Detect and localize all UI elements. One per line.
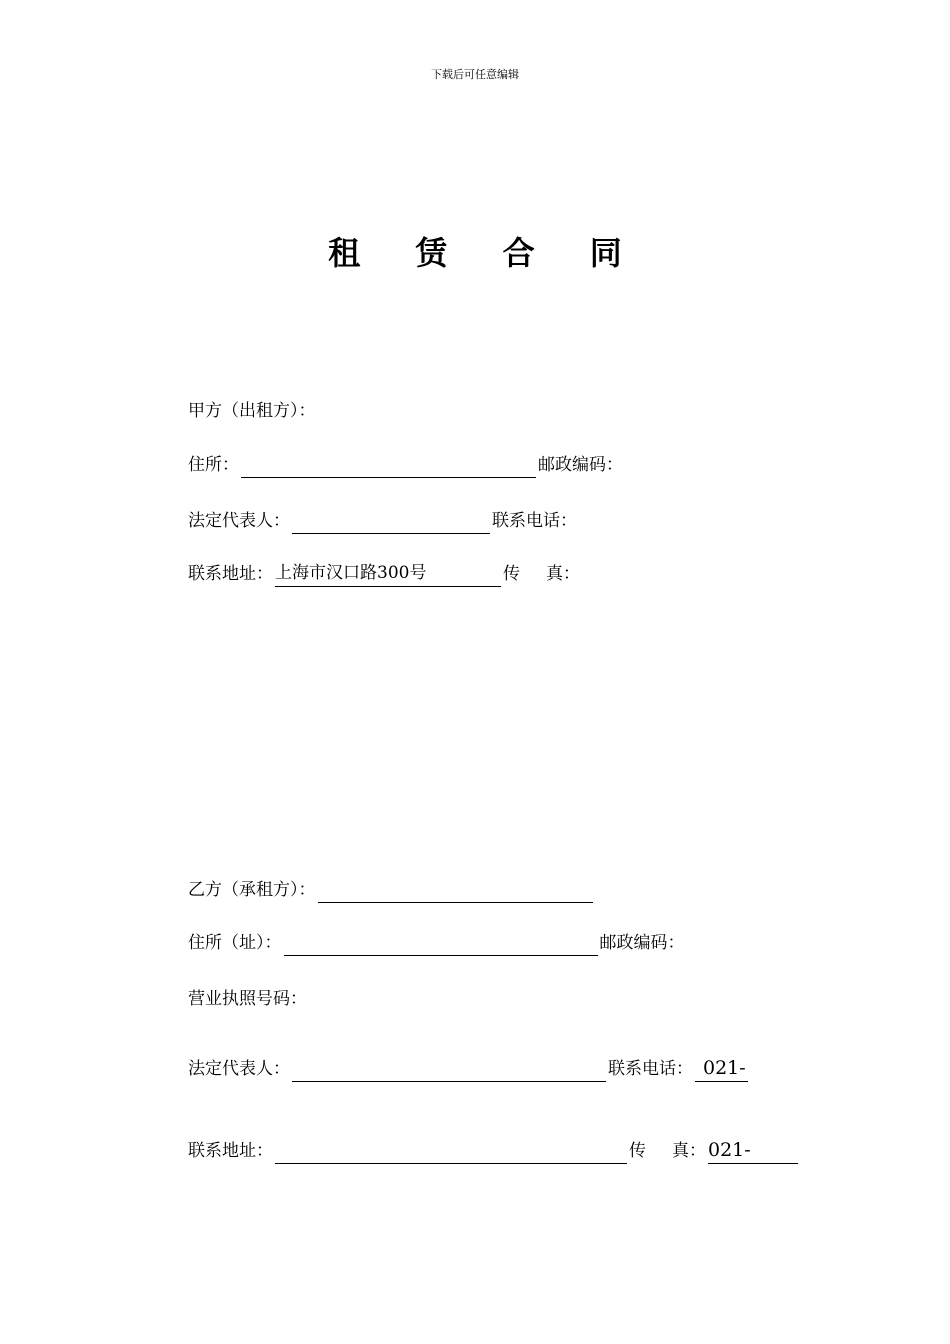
party-b-address-row [188,930,685,956]
party-b-rep-row [188,1055,750,1081]
party-b-phone-field[interactable] [695,1055,748,1082]
party-b-phone-value: 021- [703,1057,746,1079]
party-a-address-row [188,452,623,478]
party-a-heading-row [188,398,316,424]
party-a-fax-label-1: 传 [503,564,520,584]
party-b-postcode-label: 邮政编码： [599,933,685,953]
party-a-postcode-label: 邮政编码： [538,455,623,475]
party-b-address-field[interactable] [284,936,598,956]
header-note: 下载后可任意编辑 [431,68,519,81]
party-a-phone-label: 联系电话： [492,511,577,531]
party-b-license-label: 营业执照号码： [188,989,307,1009]
party-b-fax-label-1: 传 [629,1141,646,1161]
party-b-phone-label: 联系电话： [608,1059,693,1079]
party-b-license-row [188,986,307,1012]
party-b-name-field[interactable] [318,883,593,903]
party-a-address-label: 住所： [188,455,239,475]
party-b-fax-value: 021- [708,1139,751,1161]
party-b-heading-row [188,877,595,903]
party-a-contact-label: 联系地址： [188,564,273,584]
party-a-address-field[interactable] [241,458,536,478]
document-title: 租 赁 合 同 [328,234,644,272]
party-a-contact-value: 上海市汉口路300号 [275,563,427,583]
party-a-fax-label-2: 真： [546,564,580,584]
party-b-rep-field[interactable] [292,1062,606,1082]
party-b-contact-label: 联系地址： [188,1141,273,1161]
party-a-heading: 甲方（出租方）： [188,401,316,421]
party-a-contact-field[interactable] [275,560,501,587]
party-a-rep-field[interactable] [292,514,490,534]
party-a-contact-row [188,560,580,586]
party-b-address-label: 住所（址）： [188,933,282,953]
party-b-contact-row [188,1137,800,1163]
party-b-fax-label-2: 真： [672,1141,706,1161]
party-b-rep-label: 法定代表人： [188,1059,290,1079]
party-b-contact-field[interactable] [275,1144,627,1164]
party-a-rep-row [188,508,577,534]
party-b-heading: 乙方（承租方）： [188,880,316,900]
party-b-fax-field[interactable] [708,1137,798,1164]
party-a-rep-label: 法定代表人： [188,511,290,531]
